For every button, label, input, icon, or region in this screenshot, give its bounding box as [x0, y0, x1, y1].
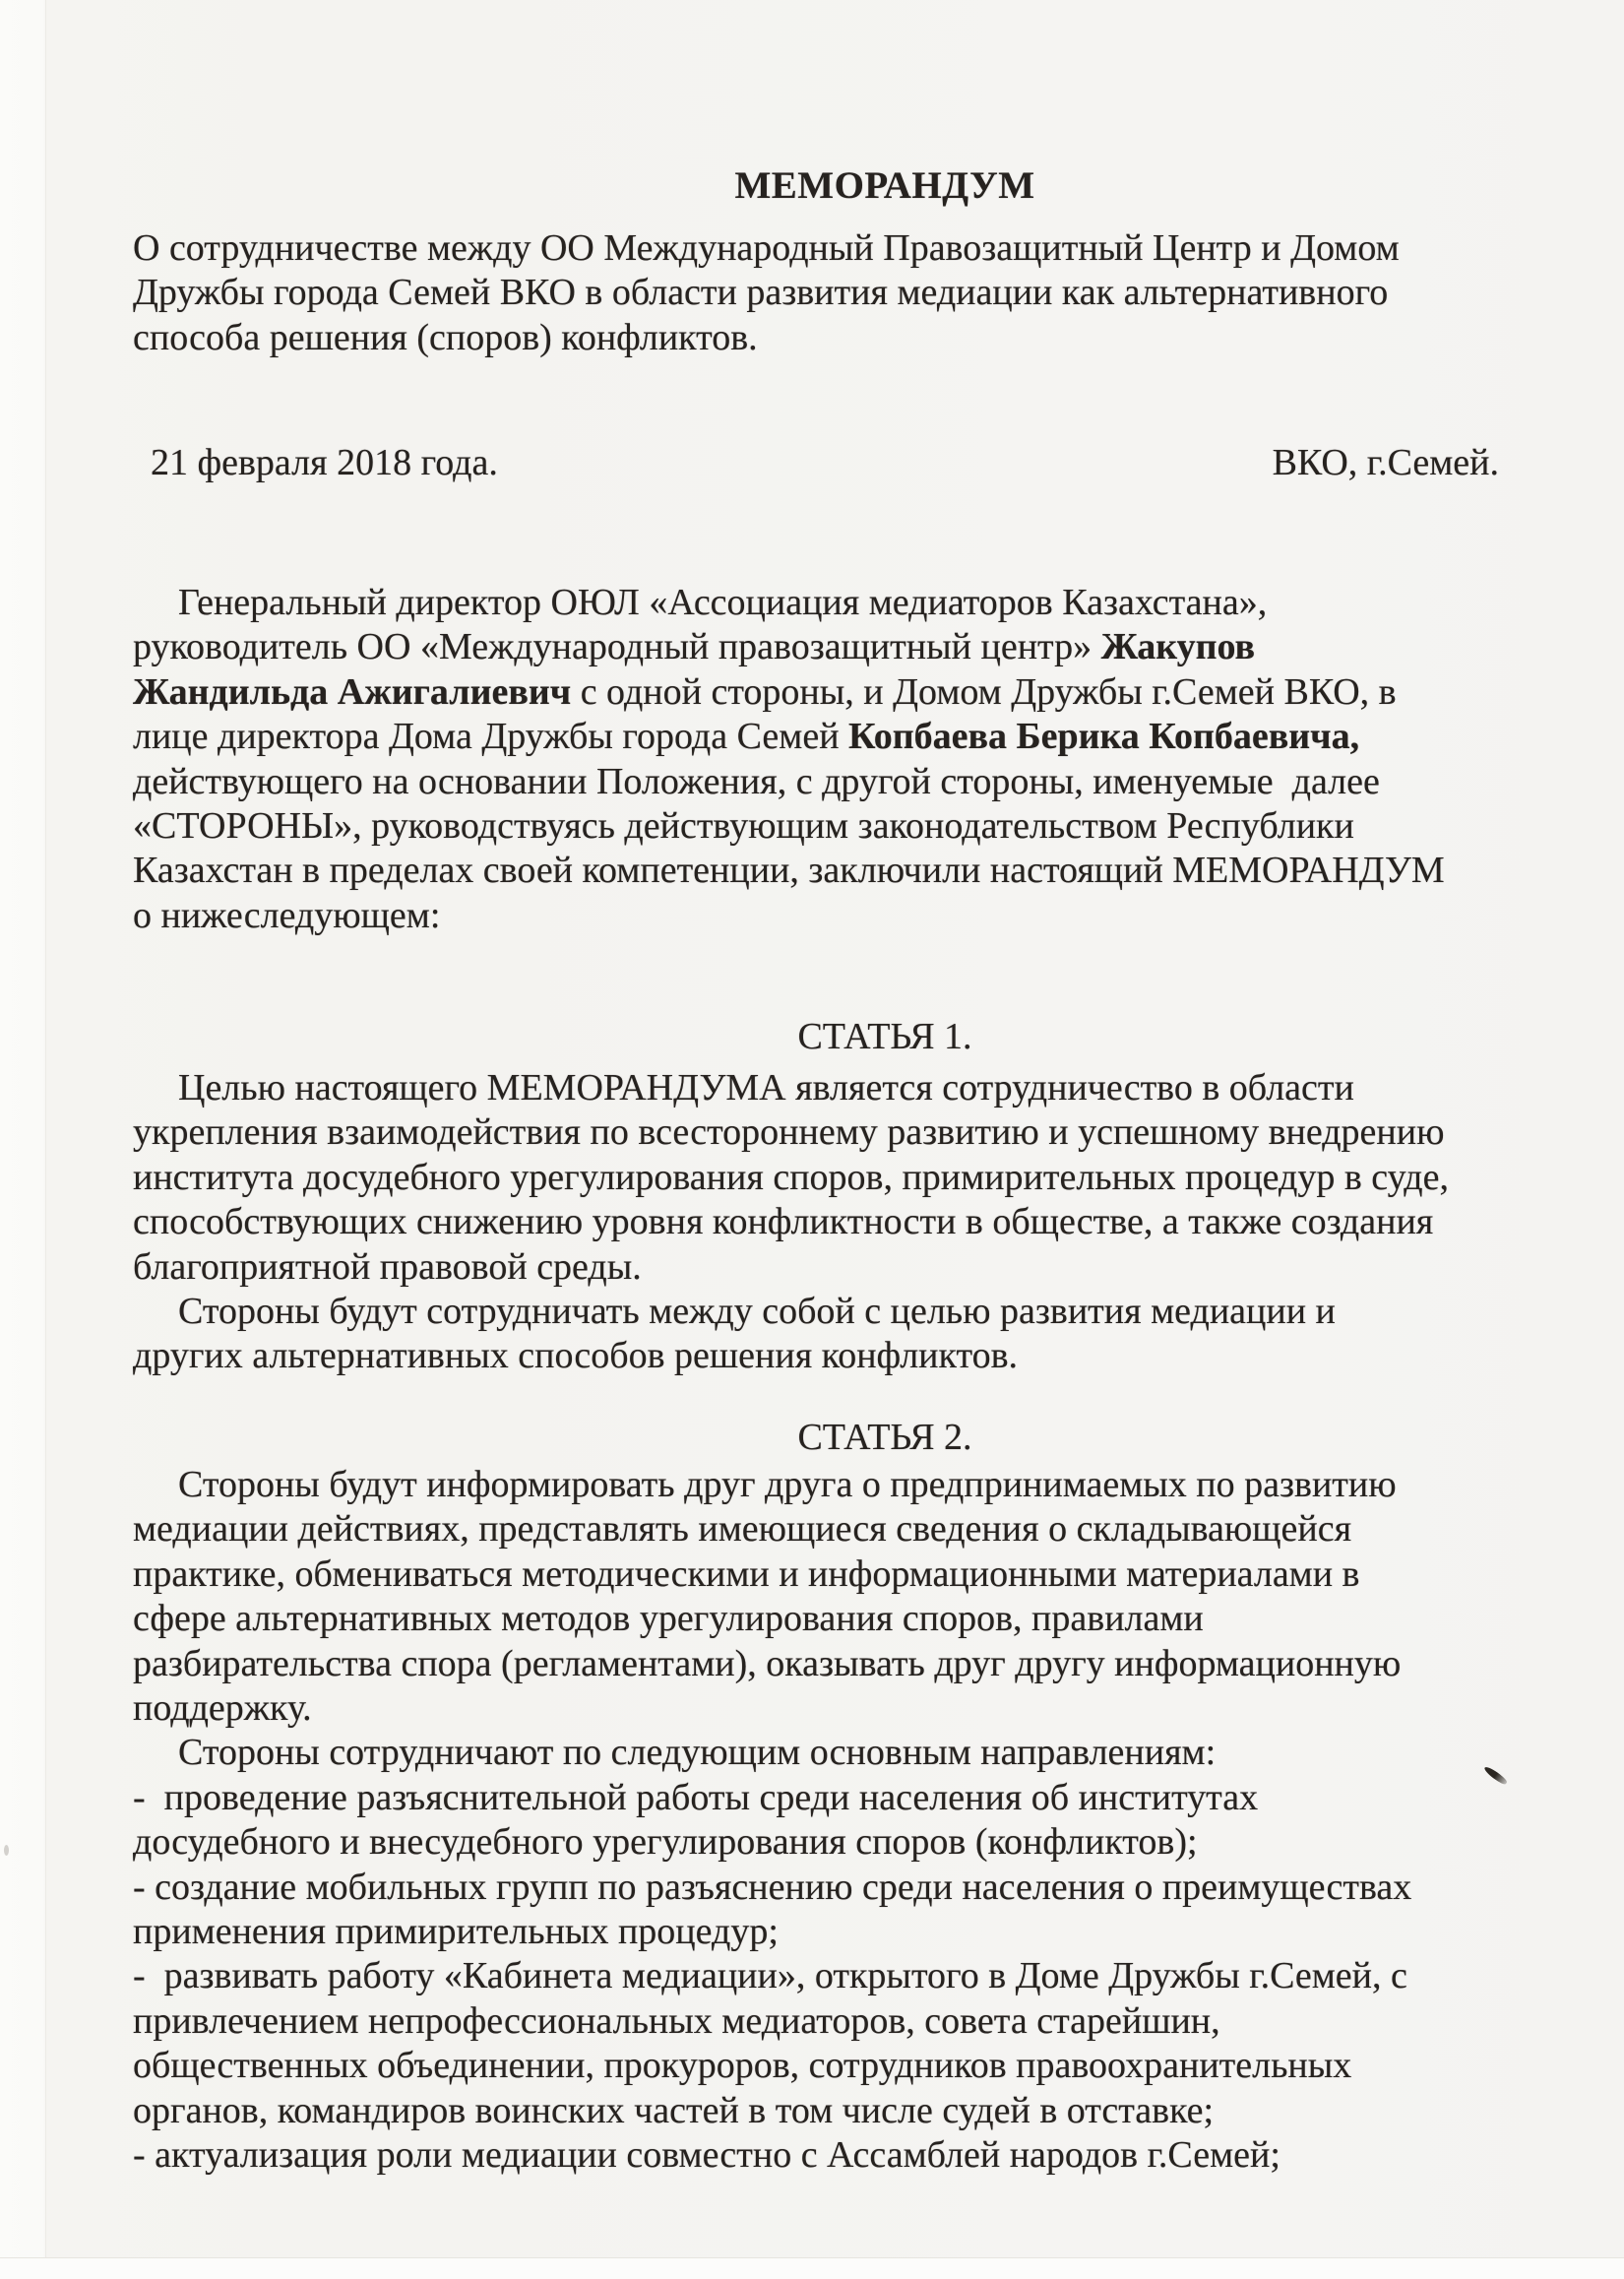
- article2-heading-row: [196, 1416, 1574, 1460]
- text-line: о нижеследующем:: [133, 894, 441, 936]
- text-line: Казахстан в пределах своей компетенции, заключили настоящий МЕМОРАНДУМ: [133, 850, 1445, 892]
- text-line: «СТОРОНЫ», руководствуясь действующим законодательством Республики: [133, 805, 1354, 848]
- text-segment-bold: Жакупов: [1100, 626, 1256, 668]
- scan-bottom-edge: [0, 2257, 1624, 2279]
- text-line: сфере альтернативных методов урегулирования споров, правилами: [133, 1598, 1204, 1640]
- text-segment-bold: Жандильда Ажигалиевич: [133, 670, 572, 713]
- subtitle-line: Дружбы города Семей ВКО в области развития медиации как альтернативного: [133, 272, 1389, 314]
- text-line: действующего на основании Положения, с другой стороны, именуемые далее: [133, 760, 1380, 802]
- text-line: [133, 715, 1530, 759]
- text-line: Целью настоящего МЕМОРАНДУМА является сотрудничество в области: [178, 1067, 1354, 1108]
- text-segment: руководитель ОО «Международный правозащитный центр»: [133, 626, 1101, 668]
- subtitle-line: способа решения (споров) конфликтов.: [133, 316, 758, 358]
- article1-heading-row: [196, 1015, 1574, 1059]
- subtitle-line: О сотрудничестве между ОО Международный Правозащитный Центр и Домом: [133, 227, 1400, 269]
- date-row: [151, 441, 1499, 485]
- article1-paragraph: [133, 1066, 1530, 1379]
- text-line: Генеральный директор ОЮЛ «Ассоциация медиаторов Казахстана»,: [178, 582, 1268, 623]
- bullet-line: - проведение разъяснительной работы среди населения об институтах: [133, 1776, 1259, 1818]
- text-line: органов, командиров воинских частей в том числе судей в отставке;: [133, 2089, 1215, 2131]
- article2-paragraph: [133, 1463, 1530, 2179]
- text-line: способствующих снижению уровня конфликтности в обществе, а также создания: [133, 1201, 1434, 1243]
- text-line: привлечением непрофессиональных медиаторов, совета старейшин,: [133, 1999, 1220, 2042]
- bullet-line: - актуализация роли медиации совместно с Ассамблей народов г.Семей;: [133, 2134, 1280, 2177]
- text-line: медиации действиях, представлять имеющиеся сведения о складывающейся: [133, 1508, 1352, 1551]
- text-line: Стороны будут информировать друг друга о предпринимаемых по развитию: [178, 1464, 1397, 1505]
- bullet-line: - создание мобильных групп по разъяснению среди населения о преимуществах: [133, 1866, 1412, 1908]
- text-line: разбирательства спора (регламентами), оказывать друг другу информационную: [133, 1642, 1402, 1684]
- text-line: практике, обмениваться методическими и информационными материалами в: [133, 1552, 1360, 1595]
- text-line: укрепления взаимодействия по всестороннему развитию и успешному внедрению: [133, 1111, 1445, 1154]
- text-line: [133, 625, 1530, 669]
- text-line: благоприятной правовой среды.: [133, 1245, 642, 1288]
- intro-paragraph: [133, 581, 1530, 938]
- text-line: поддержку.: [133, 1687, 312, 1730]
- text-line: Стороны будут сотрудничать между собой с целью развития медиации и: [178, 1291, 1336, 1333]
- memo-date: 21 февраля 2018 года.: [151, 442, 498, 483]
- text-line: применения примирительных процедур;: [133, 1911, 779, 1953]
- text-segment: с одной стороны, и Домом Дружбы г.Семей ВКО, в: [571, 670, 1397, 713]
- text-line: института досудебного урегулирования споров, примирительных процедур в суде,: [133, 1156, 1449, 1198]
- text-line: других альтернативных способов решения конфликтов.: [133, 1335, 1019, 1377]
- scan-speck: [4, 1845, 9, 1856]
- text-segment: лице директора Дома Дружбы города Семей: [133, 716, 849, 758]
- text-segment-bold: Копбаева Берика Копбаевича,: [848, 716, 1360, 758]
- text-line: Стороны сотрудничают по следующим основным направлениям:: [178, 1732, 1217, 1774]
- memo-title: МЕМОРАНДУМ: [734, 164, 1035, 207]
- bullet-line: - развивать работу «Кабинета медиации», открытого в Доме Дружбы г.Семей, с: [133, 1955, 1407, 1997]
- text-line: общественных объединении, прокуроров, сотрудников правоохранительных: [133, 2045, 1352, 2087]
- memo-subtitle: [133, 226, 1530, 360]
- text-line: [133, 670, 1530, 715]
- paper-crease: [45, 0, 46, 2278]
- article1-heading: СТАТЬЯ 1.: [797, 1016, 972, 1057]
- memo-title-row: [196, 163, 1574, 208]
- memo-place: ВКО, г.Семей.: [1272, 442, 1499, 483]
- article2-heading: СТАТЬЯ 2.: [797, 1417, 972, 1458]
- text-line: досудебного и внесудебного урегулирования споров (конфликтов);: [133, 1821, 1198, 1864]
